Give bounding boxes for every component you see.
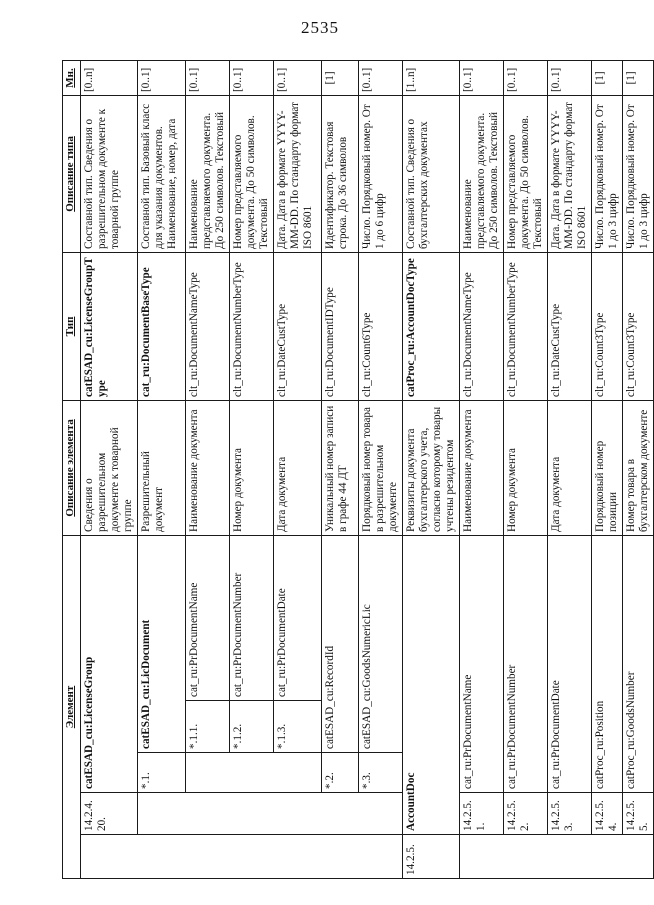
element-desc: Сведения о разрешительном документе к товарной группе [81,400,138,535]
type-desc: Номер представляемого документа. До 50 символов. Текстовый [503,95,547,252]
empty-cell [273,793,321,835]
row-number: *.2. [321,753,358,793]
multiplicity: [0..1] [358,60,402,95]
empty-cell [229,753,273,793]
table-row [503,60,547,878]
row-number: *.1.3. [273,701,321,753]
type-name: clt_ru:DocumentNameType [185,252,229,400]
element-name: catProc_ru:Position [591,535,622,792]
table-row [229,60,273,878]
empty-cell [273,753,321,793]
element-desc: Разрешительный документ [137,400,185,535]
empty-cell [503,835,547,879]
type-desc: Наименование представляемого документа. До 250 символов. Текстовый [185,95,229,252]
row-number: *.1.2. [229,701,273,753]
type-name: clt_ru:DateCustType [547,252,591,400]
empty-cell [273,835,321,879]
table-header [63,60,81,878]
type-desc: Число. Порядковый номер. От 1 до 3 цифр [591,95,622,252]
element-desc: Номер документа [229,400,273,535]
empty-cell [358,793,402,835]
type-name: clt_ru:DocumentNumberType [503,252,547,400]
row-number: 14.2.5.5. [622,793,653,835]
table-row [402,60,459,878]
empty-cell [321,793,358,835]
element-desc: Дата документа [273,400,321,535]
type-name: clt_ru:DocumentNumberType [229,252,273,400]
type-name: clt_ru:Count3Type [622,252,653,400]
element-name: cat_ru:PrDocumentNumber [229,535,273,700]
type-desc: Идентификатор. Текстовая строка. До 36 символов [321,95,358,252]
element-name: cat_ru:PrDocumentDate [273,535,321,700]
element-name: catProc_ru:GoodsNumber [622,535,653,792]
element-desc: Наименование документа [459,400,503,535]
header-mult: Мн. [63,60,81,95]
element-name: cat_ru:PrDocumentDate [547,535,591,792]
element-desc: Номер документа [503,400,547,535]
header-type-desc: Описание типа [63,95,81,252]
empty-cell [137,793,185,835]
type-name: clt_ru:Count3Type [591,252,622,400]
type-desc: Составной тип. Сведения о бухгалтерских документах [402,95,459,252]
table-row [591,60,622,878]
empty-cell [459,835,503,879]
empty-cell [185,753,229,793]
table-row [459,60,503,878]
type-name: clt_ru:DateCustType [273,252,321,400]
multiplicity: [0..1] [459,60,503,95]
type-desc: Составной тип. Базовый класс для указания документов. Наименование, номер, дата [137,95,185,252]
type-desc: Наименование представляемого документа. До 250 символов. Текстовый [459,95,503,252]
header-element: Элемент [63,535,81,878]
empty-cell [622,835,653,879]
multiplicity: [0..1] [503,60,547,95]
table-row [622,60,653,878]
type-name: clt_ru:Count6Type [358,252,402,400]
type-name: catProc_ru:AccountDocType [402,252,459,400]
row-number: 14.2.5.4. [591,793,622,835]
element-desc: Порядковый номер позиции [591,400,622,535]
element-desc: Реквизиты документа бухгалтерского учета, согласно которому товары учтены резидентом [402,400,459,535]
multiplicity: [0..1] [185,60,229,95]
type-desc: Составной тип. Сведения о разрешительном документе к товарной группе [81,95,138,252]
empty-cell [137,835,185,879]
type-desc: Число. Порядковый номер. От 1 до 6 цифр [358,95,402,252]
element-desc: Номер товара в бухгалтерском документе [622,400,653,535]
row-number: *.1. [137,753,185,793]
element-name: catESAD_cu:LicDocument [137,535,185,752]
multiplicity: [0..1] [547,60,591,95]
multiplicity: [0..1] [137,60,185,95]
type-name: cat_ru:DocumentBaseType [137,252,185,400]
element-name: cat_ru:PrDocumentNumber [503,535,547,792]
schema-table [62,60,654,879]
multiplicity: [1] [591,60,622,95]
element-desc: Наименование документа [185,400,229,535]
row-number: 14.2.4.20. [81,793,138,835]
element-name: catESAD_cu:GoodsNumericLic [358,535,402,752]
multiplicity: [0..1] [273,60,321,95]
table-row [547,60,591,878]
empty-cell [591,835,622,879]
empty-cell [358,835,402,879]
table-row [137,60,185,878]
header-type: Тип [63,252,81,400]
multiplicity: [1..n] [402,60,459,95]
type-name: catESAD_cu:LicenseGroupType [81,252,138,400]
multiplicity: [1] [321,60,358,95]
row-number: 14.2.5.1. [459,793,503,835]
row-number: 14.2.5. [402,835,459,879]
empty-cell [185,835,229,879]
table-row [273,60,321,878]
type-desc: Число. Порядковый номер. От 1 до 3 цифр [622,95,653,252]
empty-cell [321,835,358,879]
row-number: *.3. [358,753,402,793]
element-desc: Порядковый номер товара в разрешительном документе [358,400,402,535]
element-name: catESAD_cu:RecordId [321,535,358,752]
empty-cell [229,793,273,835]
row-number: *.1.1. [185,701,229,753]
empty-cell [547,835,591,879]
table-row [358,60,402,878]
type-name: clt_ru:DocumentIDType [321,252,358,400]
row-number: 14.2.5.2. [503,793,547,835]
empty-cell [229,835,273,879]
header-element-desc: Описание элемента [63,400,81,535]
multiplicity: [0..1] [229,60,273,95]
type-desc: Дата. Дата в формате YYYY-MM-DD. По стандарту формат ISO 8601 [273,95,321,252]
element-desc: Дата документа [547,400,591,535]
empty-cell [185,793,229,835]
element-desc: Уникальный номер записи в графе 44 ДТ [321,400,358,535]
page-number: 2535 [301,18,339,37]
type-desc: Номер представляемого документа. До 50 символов. Текстовый [229,95,273,252]
multiplicity: [0..n] [81,60,138,95]
row-number: 14.2.5.3. [547,793,591,835]
empty-cell [81,835,138,879]
element-name: AccountDoc [402,535,459,834]
table-row [321,60,358,878]
type-name: clt_ru:DocumentNameType [459,252,503,400]
type-desc: Дата. Дата в формате YYYY-MM-DD. По стандарту формат ISO 8601 [547,95,591,252]
table-row [185,60,229,878]
element-name: catESAD_cu:LicenseGroup [81,535,138,792]
table-row [81,60,138,878]
multiplicity: [1] [622,60,653,95]
element-name: cat_ru:PrDocumentName [459,535,503,792]
element-name: cat_ru:PrDocumentName [185,535,229,700]
